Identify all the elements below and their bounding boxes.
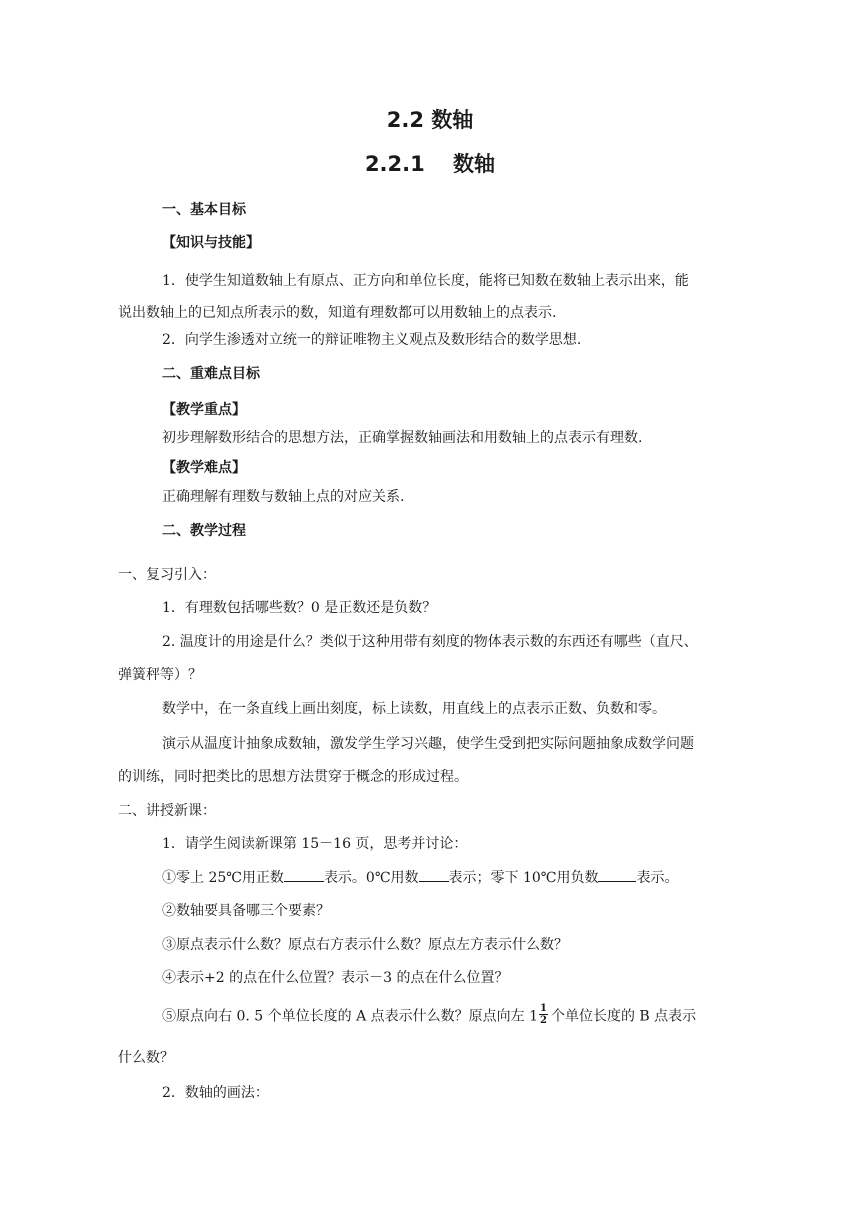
heading-review-intro: 一、复习引入： [118,567,216,583]
knowledge-item-2: 2．向学生渗透对立统一的辩证唯物主义观点及数形结合的数学思想. [162,332,582,348]
review-item-1: 1．有理数包括哪些数？0 是正数还是负数？ [162,600,437,616]
question-1-part-d: 表示。 [636,870,679,886]
review-item-2-line2: 弹簧秤等）？ [118,667,202,683]
review-item-3: 数学中，在一条直线上画出刻度，标上读数，用直线上的点表示正数、负数和零。 [162,701,666,717]
new-lesson-item-2: 2．数轴的画法： [162,1085,269,1101]
heading-knowledge-skills: 【知识与技能】 [162,235,260,251]
question-5-line1 [162,1005,696,1028]
teaching-difficulty-text: 正确理解有理数与数轴上点的对应关系. [162,489,405,505]
review-item-4-line1: 演示从温度计抽象成数轴，激发学生学习兴趣，使学生受到把实际问题抽象成数学问题 [162,736,694,752]
fraction-denominator: 2 [539,1015,547,1026]
fill-blank-3[interactable] [598,867,636,882]
question-3: ③原点表示什么数？原点右方表示什么数？原点左方表示什么数？ [162,937,568,953]
question-2: ②数轴要具备哪三个要素？ [162,903,330,919]
review-item-2-line1: 2. 温度计的用途是什么？类似于这种用带有刻度的物体表示数的东西还有哪些（直尺、 [162,634,698,650]
fraction-one-half [539,1003,548,1026]
review-item-4-line2: 的训练，同时把类比的思想方法贯穿于概念的形成过程。 [118,769,468,785]
question-5-part-a: ⑤原点向右 0. 5 个单位长度的 A 点表示什么数？原点向左 1 [162,1008,538,1025]
question-1-part-a: ①零上 25℃用正数 [162,870,284,886]
question-5-part-b: 个单位长度的 B 点表示 [550,1008,697,1025]
heading-teaching-process: 二、教学过程 [162,523,246,539]
question-1-part-c: 表示；零下 10℃用负数 [448,870,599,886]
knowledge-item-1-line2: 说出数轴上的已知点所表示的数，知道有理数都可以用数轴上的点表示. [118,305,557,321]
question-5-line2: 什么数？ [118,1050,174,1066]
fill-blank-1[interactable] [284,867,324,882]
knowledge-item-1-line1: 1．使学生知道数轴上有原点、正方向和单位长度，能将已知数在数轴上表示出来，能 [162,273,689,289]
heading-basic-goals: 一、基本目标 [162,202,246,218]
page-title: 2.2 数轴 [386,108,474,132]
question-1-part-b: 表示。0℃用数 [323,870,419,886]
question-1 [162,867,678,888]
heading-teaching-focus: 【教学重点】 [162,402,246,418]
teaching-focus-text: 初步理解数形结合的思想方法，正确掌握数轴画法和用数轴上的点表示有理数. [162,430,643,446]
fraction-numerator: 1 [539,1003,547,1014]
heading-key-difficult-goals: 二、重难点目标 [162,366,260,382]
fill-blank-2[interactable] [419,867,449,882]
new-lesson-item-1: 1．请学生阅读新课第 15－16 页，思考并讨论： [162,836,468,852]
section-subtitle: 2.2.1 数轴 [364,152,496,176]
heading-new-lesson: 二、讲授新课： [118,803,216,819]
question-4: ④表示+2 的点在什么位置？表示－3 的点在什么位置？ [162,970,509,986]
heading-teaching-difficulty: 【教学难点】 [162,460,246,476]
